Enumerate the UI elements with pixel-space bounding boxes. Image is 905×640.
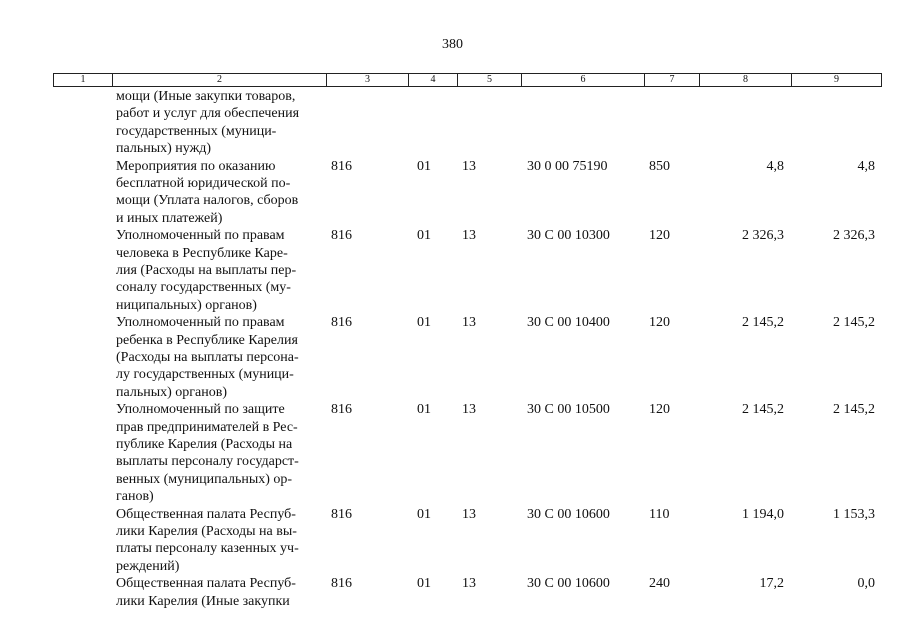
target-article: 30 С 00 10400 (527, 315, 610, 331)
amount-col-8: 2 326,3 (742, 228, 784, 244)
section-code: 01 (417, 228, 431, 244)
ministry-code: 816 (331, 315, 352, 331)
subsection-code: 13 (462, 402, 476, 418)
name-line: и иных платежей) (116, 210, 223, 226)
amount-col-8: 2 145,2 (742, 315, 784, 331)
amount-col-9: 2 145,2 (833, 315, 875, 331)
subsection-code: 13 (462, 506, 476, 522)
target-article: 30 С 00 10300 (527, 228, 610, 244)
row-name (116, 88, 326, 158)
amount-col-9: 2 145,2 (833, 402, 875, 418)
amount-col-9: 1 153,3 (833, 506, 875, 522)
header-col-6: 6 (522, 74, 645, 87)
name-line: выплаты персоналу государст- (116, 454, 299, 470)
name-line: мощи (Уплата налогов, сборов (116, 193, 299, 209)
name-line: лики Карелия (Расходы на вы- (116, 524, 297, 539)
subsection-code: 13 (462, 228, 476, 244)
expense-type: 240 (649, 576, 670, 592)
name-line: Уполномоченный по правам (116, 228, 285, 244)
section-code: 01 (417, 506, 431, 522)
name-line: соналу государственных (му- (116, 280, 291, 296)
ministry-code: 816 (331, 576, 352, 592)
name-line: человека в Республике Каре- (116, 245, 288, 261)
name-line: лия (Расходы на выплаты пер- (116, 263, 297, 278)
row-name (116, 314, 326, 401)
name-line: публике Карелия (Расходы на (116, 437, 293, 452)
expense-type: 110 (649, 506, 670, 522)
name-line: пальных) нужд) (116, 141, 212, 157)
header-col-2: 2 (113, 74, 327, 87)
name-line: ребенка в Республике Карелия (116, 332, 298, 348)
name-line: пальных) органов) (116, 384, 227, 400)
target-article: 30 С 00 10500 (527, 402, 610, 418)
ministry-code: 816 (331, 506, 352, 522)
header-col-5: 5 (458, 74, 522, 87)
target-article: 30 0 00 75190 (527, 158, 608, 174)
name-line: Уполномоченный по правам (116, 315, 285, 331)
subsection-code: 13 (462, 576, 476, 592)
subsection-code: 13 (462, 315, 476, 331)
amount-col-9: 0,0 (857, 576, 875, 592)
amount-col-8: 4,8 (766, 158, 784, 174)
name-line: лики Карелия (Иные закупки (116, 593, 290, 609)
name-line: Мероприятия по оказанию (116, 158, 276, 174)
target-article: 30 С 00 10600 (527, 576, 610, 592)
section-code: 01 (417, 402, 431, 418)
amount-col-9: 4,8 (857, 158, 875, 174)
header-col-8: 8 (700, 74, 792, 87)
name-line: Общественная палата Респуб- (116, 576, 296, 592)
amount-col-9: 2 326,3 (833, 228, 875, 244)
name-line: (Расходы на выплаты персона- (116, 350, 299, 365)
expense-type: 120 (649, 315, 670, 331)
expense-type: 120 (649, 228, 670, 244)
header-col-9: 9 (792, 74, 882, 87)
row-name (116, 158, 326, 228)
name-line: мощи (Иные закупки товаров, (116, 89, 296, 104)
header-col-1: 1 (54, 74, 113, 87)
name-line: лу государственных (муници- (116, 367, 294, 383)
name-line: государственных (муници- (116, 123, 277, 139)
header-col-4: 4 (409, 74, 458, 87)
section-code: 01 (417, 576, 431, 592)
name-line: Общественная палата Респуб- (116, 506, 296, 522)
name-line: реждений) (116, 558, 180, 574)
section-code: 01 (417, 315, 431, 331)
name-line: работ и услуг для обеспечения (116, 106, 300, 122)
ministry-code: 816 (331, 228, 352, 244)
table-header (53, 73, 882, 87)
row-name (116, 506, 326, 576)
target-article: 30 С 00 10600 (527, 506, 610, 522)
page-number: 380 (442, 37, 463, 52)
name-line: ниципальных) органов) (116, 297, 257, 313)
amount-col-8: 17,2 (759, 576, 784, 592)
amount-col-8: 2 145,2 (742, 402, 784, 418)
subsection-code: 13 (462, 158, 476, 174)
name-line: Уполномоченный по защите (116, 402, 285, 418)
name-line: прав предпринимателей в Рес- (116, 419, 298, 435)
amount-col-8: 1 194,0 (742, 506, 784, 522)
name-line: бесплатной юридической по- (116, 176, 291, 191)
ministry-code: 816 (331, 402, 352, 418)
row-name (116, 401, 326, 505)
row-name (116, 575, 326, 610)
expense-type: 120 (649, 402, 670, 418)
row-name (116, 227, 326, 314)
name-line: венных (муниципальных) ор- (116, 471, 293, 487)
header-col-3: 3 (327, 74, 409, 87)
header-col-7: 7 (645, 74, 700, 87)
name-line: платы персоналу казенных уч- (116, 541, 299, 557)
section-code: 01 (417, 158, 431, 174)
name-line: ганов) (116, 489, 154, 505)
expense-type: 850 (649, 158, 670, 174)
ministry-code: 816 (331, 158, 352, 174)
